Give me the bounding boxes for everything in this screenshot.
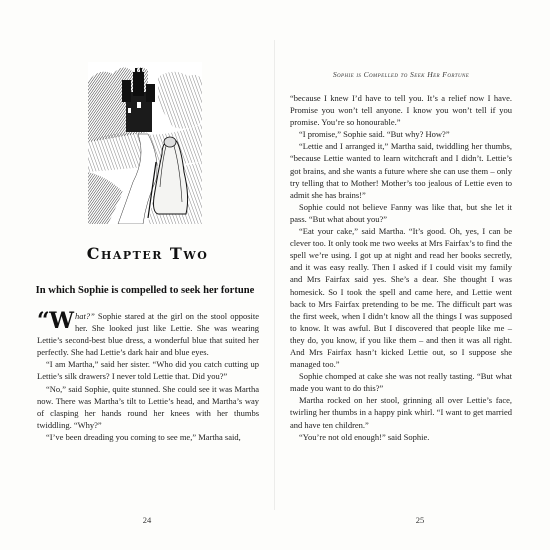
paragraph: “You’re not old enough!” said Sophie. <box>299 431 430 442</box>
right-page-text <box>290 92 512 443</box>
paragraph: “No,” said Sophie, quite stunned. She could see it was Martha now. There was Martha’s tilt to Lettie’s head, and Martha’s way of clasping her hands round her knees with her thumbs twiddling. “Why?” <box>37 383 259 430</box>
paragraph: “I promise,” Sophie said. “But why? How?” <box>299 129 450 140</box>
castle-and-old-woman-engraving <box>88 62 202 224</box>
paragraph: “Lettie and I arranged it,” Martha said, twiddling her thumbs, “because Lettie wanted to learn witchcraft and I didn’t. Lettie’s got brains, and she wants a future where she can use them – only try telling that to Mother! Mother’s too jealous of Lettie even to admit she has brains!” <box>290 141 512 200</box>
italic-word: hat?” <box>74 311 95 321</box>
paragraph: “I am Martha,” said her sister. “Who did you catch cutting up Lettie’s silk drawers? I never told Lettie that. Did you?” <box>37 359 259 382</box>
paragraph: “because I knew I’d have to tell you. It’s a relief now I have. Promise you won’t tell anyone. I know you won’t tell if you promise. You’re so honourable.” <box>290 93 512 128</box>
drop-cap: “W <box>37 308 73 334</box>
paragraph: “I’ve been dreading you coming to see me,” Martha said, <box>46 431 241 442</box>
paragraph: “Eat your cake,” said Martha. “It’s good. Oh, yes, I can be clever too. It only took me two weeks at Mrs Fairfax’s to find the spell we’re using. I got up at night and read her books secretly, and it was easy really. Then I asked if I could visit my family and Mrs Fairfax said yes. She’s a dear. She thought I was homesick. So I took the spell and came here, and Lettie went back to Mrs Fairfax pretending to be me. The difficult part was the first week, when I didn’t know all the things I was supposed to know. It was awful. But I discovered that people like me – they do, you know, if you like them – and then it was all right. And Mrs Fairfax hasn’t kicked Lettie out, so I suppose she managed too.” <box>290 226 512 370</box>
running-head: Sophie is Compelled to Seek Her Fortune <box>332 70 470 79</box>
paragraph: Sophie could not believe Fanny was like that, but she let it pass. “But what about you?” <box>290 201 512 224</box>
chapter-title: Chapter Two <box>86 244 209 263</box>
left-page-text <box>37 310 259 443</box>
page-number: 24 <box>142 515 152 525</box>
paragraph <box>37 310 259 358</box>
paragraph: Martha rocked on her stool, grinning all over Lettie’s face, twirling her thumbs in a happy pink whirl. “I want to get married and have ten children.” <box>290 395 512 430</box>
page-number: 25 <box>415 515 425 525</box>
chapter-subtitle: In which Sophie is compelled to seek her fortune <box>35 285 255 296</box>
paragraph: Sophie chomped at cake she was not really tasting. “But what made you want to do this?” <box>290 371 512 394</box>
paragraph-text: Sophie stared at the girl on the stool opposite her. She looked just like Lettie. She was wearing Lettie’s second-best blue dress, a wonderful blue that suited her perfectly. She had Lettie’s dark hair and blue eyes. <box>37 311 259 358</box>
